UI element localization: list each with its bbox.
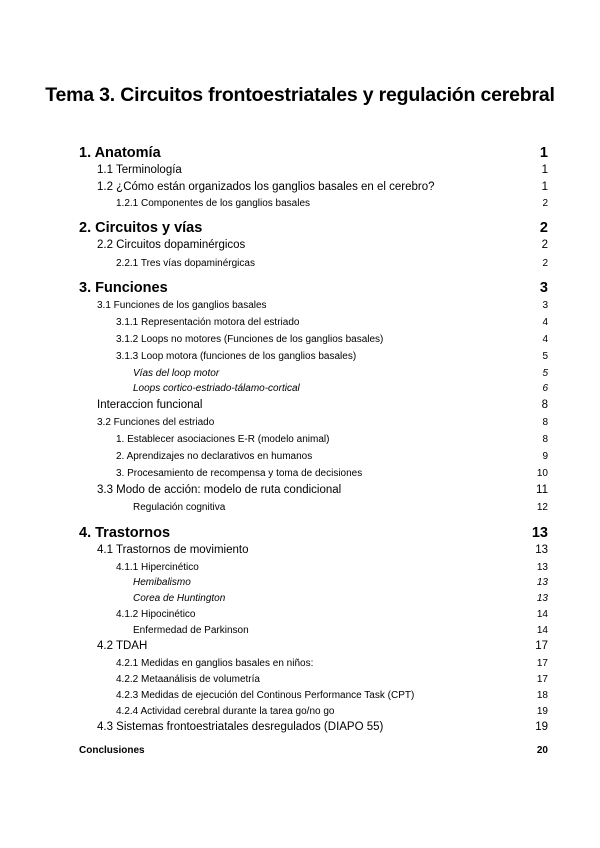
toc-entry-page: 13 [535, 544, 548, 556]
toc-entry-label: 4.2.2 Metaanálisis de volumetría [116, 674, 260, 685]
toc-entry-page: 17 [536, 658, 548, 669]
toc-entry-label: 4.1 Trastornos de movimiento [97, 544, 249, 556]
toc-entry-label: Loops cortico-estriado-tálamo-cortical [133, 383, 300, 394]
toc-entry-label: 3.2 Funciones del estriado [97, 417, 215, 428]
toc-entry-page: 9 [542, 451, 548, 462]
toc-entry-page: 19 [536, 706, 548, 717]
toc-entry-label: 3. Procesamiento de recompensa y toma de decisiones [116, 468, 363, 479]
toc-entry-label: 4.2 TDAH [97, 640, 148, 652]
toc-entry-label: 2.2 Circuitos dopaminérgicos [97, 239, 246, 251]
toc-entry-page: 5 [542, 368, 548, 379]
toc-entry-page: 3 [542, 300, 548, 311]
toc-entry-label: 4.2.3 Medidas de ejecución del Continous Performance Task (CPT) [116, 690, 415, 701]
toc-entry-label: Enfermedad de Parkinson [133, 625, 249, 636]
toc-entry-label: Regulación cognitiva [133, 502, 226, 513]
toc-entry-page: 8 [542, 417, 548, 428]
toc-entry-page: 13 [536, 593, 548, 604]
toc-entry-label: Corea de Huntington [133, 593, 226, 604]
toc-entry-label: 3.1 Funciones de los ganglios basales [97, 300, 267, 311]
toc-entry-page: 2 [542, 258, 548, 269]
toc-entry-page: 11 [536, 484, 548, 496]
toc-entry-label: 1. Anatomía [79, 145, 161, 161]
toc-entry-label: 4.2.1 Medidas en ganglios basales en niños: [116, 658, 314, 669]
toc-entry-page: 5 [542, 351, 548, 362]
toc-entry-page: 17 [536, 674, 548, 685]
toc-entry-page: 20 [536, 745, 548, 756]
toc-entry-page: 13 [536, 577, 548, 588]
toc-entry-label: 1.2 ¿Cómo están organizados los ganglios basales en el cerebro? [97, 181, 435, 193]
toc-entry-label: 1.1 Terminología [97, 164, 182, 176]
toc-entry-label: 3.3 Modo de acción: modelo de ruta condicional [97, 484, 342, 496]
toc-entry-page: 4 [542, 317, 548, 328]
toc-entry-page: 6 [542, 383, 548, 394]
toc-entry-label: 2. Aprendizajes no declarativos en humanos [116, 451, 313, 462]
toc-entry-page: 3 [539, 280, 548, 296]
toc-entry-label: 3.1.3 Loop motora (funciones de los ganglios basales) [116, 351, 357, 362]
toc-entry-label: Interaccion funcional [97, 399, 203, 411]
toc-entry-label: Hemibalismo [133, 577, 191, 588]
document-title: Tema 3. Circuitos frontoestriatales y regulación cerebral [45, 84, 555, 106]
toc-entry-label: Conclusiones [79, 745, 145, 756]
toc-entry-label: 3.1.1 Representación motora del estriado [116, 317, 300, 328]
toc-entry-label: 1. Establecer asociaciones E-R (modelo animal) [116, 434, 330, 445]
toc-entry-label: 4.1.1 Hipercinético [116, 562, 199, 573]
toc-entry-label: 4. Trastornos [79, 525, 171, 541]
toc-entry-page: 13 [531, 525, 548, 541]
toc-entry-label: 1.2.1 Componentes de los ganglios basales [116, 198, 311, 209]
toc-entry-page: 17 [535, 640, 548, 652]
toc-entry-page: 8 [542, 434, 548, 445]
toc-entry-page: 1 [541, 164, 548, 176]
toc-entry-page: 2 [539, 220, 548, 236]
toc-entry-page: 8 [541, 399, 548, 411]
toc-entry-label: 4.3 Sistemas frontoestriatales desregulados (DIAPO 55) [97, 721, 384, 733]
toc-entry-label: 3. Funciones [79, 280, 168, 296]
toc-entry-page: 14 [536, 609, 548, 620]
toc-entry-page: 13 [536, 562, 548, 573]
toc-entry-page: 10 [536, 468, 548, 479]
toc-entry-label: 2.2.1 Tres vías dopaminérgicas [116, 258, 255, 269]
toc-entry-page: 1 [541, 181, 548, 193]
toc-entry-label: 4.2.4 Actividad cerebral durante la tarea go/no go [116, 706, 335, 717]
toc-entry-label: Vías del loop motor [133, 368, 220, 379]
toc-entry-page: 14 [536, 625, 548, 636]
toc-entry-page: 12 [536, 502, 548, 513]
toc-entry-page: 2 [541, 239, 548, 251]
toc-entry-page: 19 [535, 721, 548, 733]
toc-entry-label: 2. Circuitos y vías [79, 220, 203, 236]
toc-entry-label: 3.1.2 Loops no motores (Funciones de los ganglios basales) [116, 334, 384, 345]
toc-entry-page: 4 [542, 334, 548, 345]
toc-entry-page: 18 [536, 690, 548, 701]
toc-entry-page: 1 [539, 145, 548, 161]
toc-entry-page: 2 [542, 198, 548, 209]
toc-entry-label: 4.1.2 Hipocinético [116, 609, 196, 620]
